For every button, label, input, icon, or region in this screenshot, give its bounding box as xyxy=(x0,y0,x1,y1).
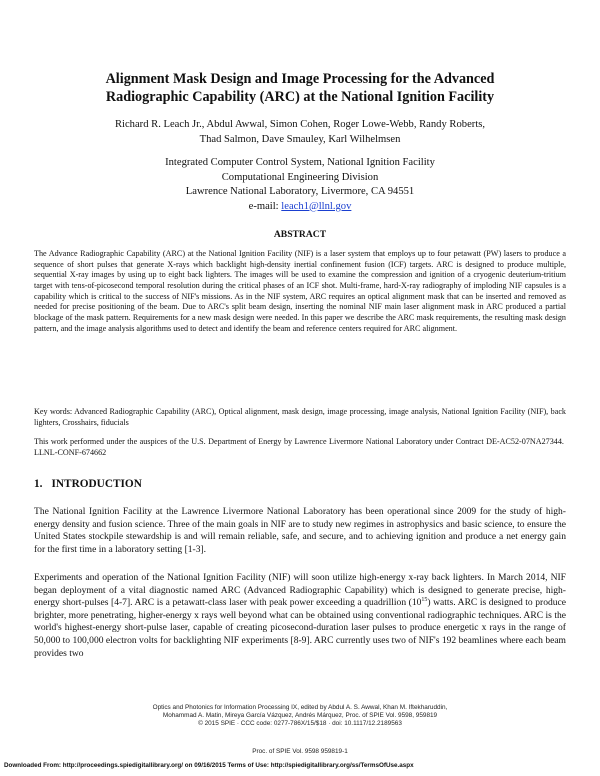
authors-line-1: Richard R. Leach Jr., Abdul Awwal, Simon Cohen, Roger Lowe-Webb, Randy Roberts, xyxy=(114,119,486,130)
publication-footer: Optics and Photonics for Information Processing IX, edited by Abdul A. S. Awwal, Khan M. Iftekharuddin, Mohammad A. Matin, Mireya García Vázquez, Andrés Márquez, Proc. of SPIE Vol. 9598, 959819 © 2015 SPIE · CCC code: 0277-786X/15/$18 · doi: 10.1117/12.2189563 xyxy=(152,704,448,727)
llnl-conf-number: LLNL-CONF-674662 xyxy=(34,447,107,457)
email-link[interactable]: leach1@llnl.gov xyxy=(281,200,352,212)
email-label: e-mail: xyxy=(248,200,279,212)
section-number: 1. xyxy=(34,478,43,490)
intro-paragraph-2: Experiments and operation of the National Ignition Facility (NIF) will soon utilize high-energy x-ray back lighters. In March 2014, NIF began deployment of a vital diagnostic named ARC (Advanced Radiographic Capability) which is designed to generate precise, high-energy short-pulses [4-7]. ARC is a petawatt-class laser with peak power exceeding a quadrillion $(10^{15})$ watts. ARC is designed to produce brighter, more penetrating, higher-energy x rays well beyond what can be obtained using conventional radiographic techniques. ARC is the world's highest-energy short-pulse laser, capable of creating picosecond-duration laser pulses to produce energetic x rays in the range of 50,000 to 100,000 electron volts for backlighting NIF experiments [8-9]. ARC currently uses two of NIF's 192 beamlines where each beam provides two xyxy=(34,572,566,659)
author-list xyxy=(70,117,530,147)
auspices-note xyxy=(34,437,566,458)
affiliation xyxy=(70,156,530,214)
affiliation-line-3: Lawrence National Laboratory, Livermore, CA 94551 xyxy=(185,186,415,197)
section-heading-introduction xyxy=(34,478,151,490)
auspices-text: This work performed under the auspices of the U.S. Department of Energy by Lawrence Livermore National Laboratory under Contract DE-AC52-07NA27344. xyxy=(34,437,564,446)
page-number: Proc. of SPIE Vol. 9598 959819-1 xyxy=(252,748,348,755)
affiliation-line-1: Integrated Computer Control System, National Ignition Facility xyxy=(165,157,435,168)
exponent: 15 xyxy=(421,597,428,604)
title-line-2: Radiographic Capability (ARC) at the National Ignition Facility xyxy=(105,89,495,105)
authors-line-2: Thad Salmon, Dave Smauley, Karl Wilhelmsen xyxy=(199,134,401,145)
abstract-text: The Advance Radiographic Capability (ARC) at the National Ignition Facility (NIF) is a laser system that employs up to four petawatt (PW) lasers to produce a sequence of short pulses that generate X-rays which backlight high-density inertial confinement fusion (ICF) targets. ARC is designed to produce multiple, sequential X-ray images by using up to eight back lighters. The images will be used to examine the compression and ignition of a cryogenic deuterium-tritium target with tens-of-picosecond temporal resolution during the critical phases of an ICF shot. Multi-frame, hard-X-ray radiography of imploding NIF capsules is a capability which is critical to the success of NIF's missions. As in the NIF system, ARC requires an optical alignment mask that can be inserted and removed as needed for precise positioning of the beam. Due to ARC's split beam design, inserting the nominal NIF main laser alignment mask in ARC produced a partial blockage of the mask pattern. Requirements for a new mask design were needed. In this paper we describe the ARC mask requirements, the resulting mask design pattern, and the image analysis algorithms used to detect and identify the beam and reference centers required for ARC alignment. xyxy=(34,249,566,333)
affiliation-line-2: Computational Engineering Division xyxy=(221,171,379,183)
paper-title xyxy=(60,70,540,106)
title-line-1: Alignment Mask Design and Image Processing for the Advanced xyxy=(105,71,495,87)
section-title: INTRODUCTION xyxy=(51,478,142,490)
keywords: Key words: Advanced Radiographic Capability (ARC), Optical alignment, mask design, image processing, image analysis, National Ignition Facility (NIF), back lighters, Crosshairs, fiducials xyxy=(34,407,566,427)
email-line xyxy=(70,200,530,215)
intro-paragraph-1: The National Ignition Facility at the Lawrence Livermore National Laboratory has been operational since 2009 for the study of high-energy density and fusion science. Three of the main goals in NIF are to study new regimes in astrophysics and basic science, to ensure the United States stockpile stewardship is and will remain reliable, safe, and secure, and to achieving ignition and produce a net energy gain for the first time in a laboratory setting [1-3]. xyxy=(34,506,566,555)
abstract-heading: ABSTRACT xyxy=(273,229,327,240)
download-notice: Downloaded From: http://proceedings.spiedigitallibrary.org/ on 09/16/2015 Terms of Use: http://spiedigitallibrary.org/ss/TermsOfUse.aspx xyxy=(4,762,414,769)
